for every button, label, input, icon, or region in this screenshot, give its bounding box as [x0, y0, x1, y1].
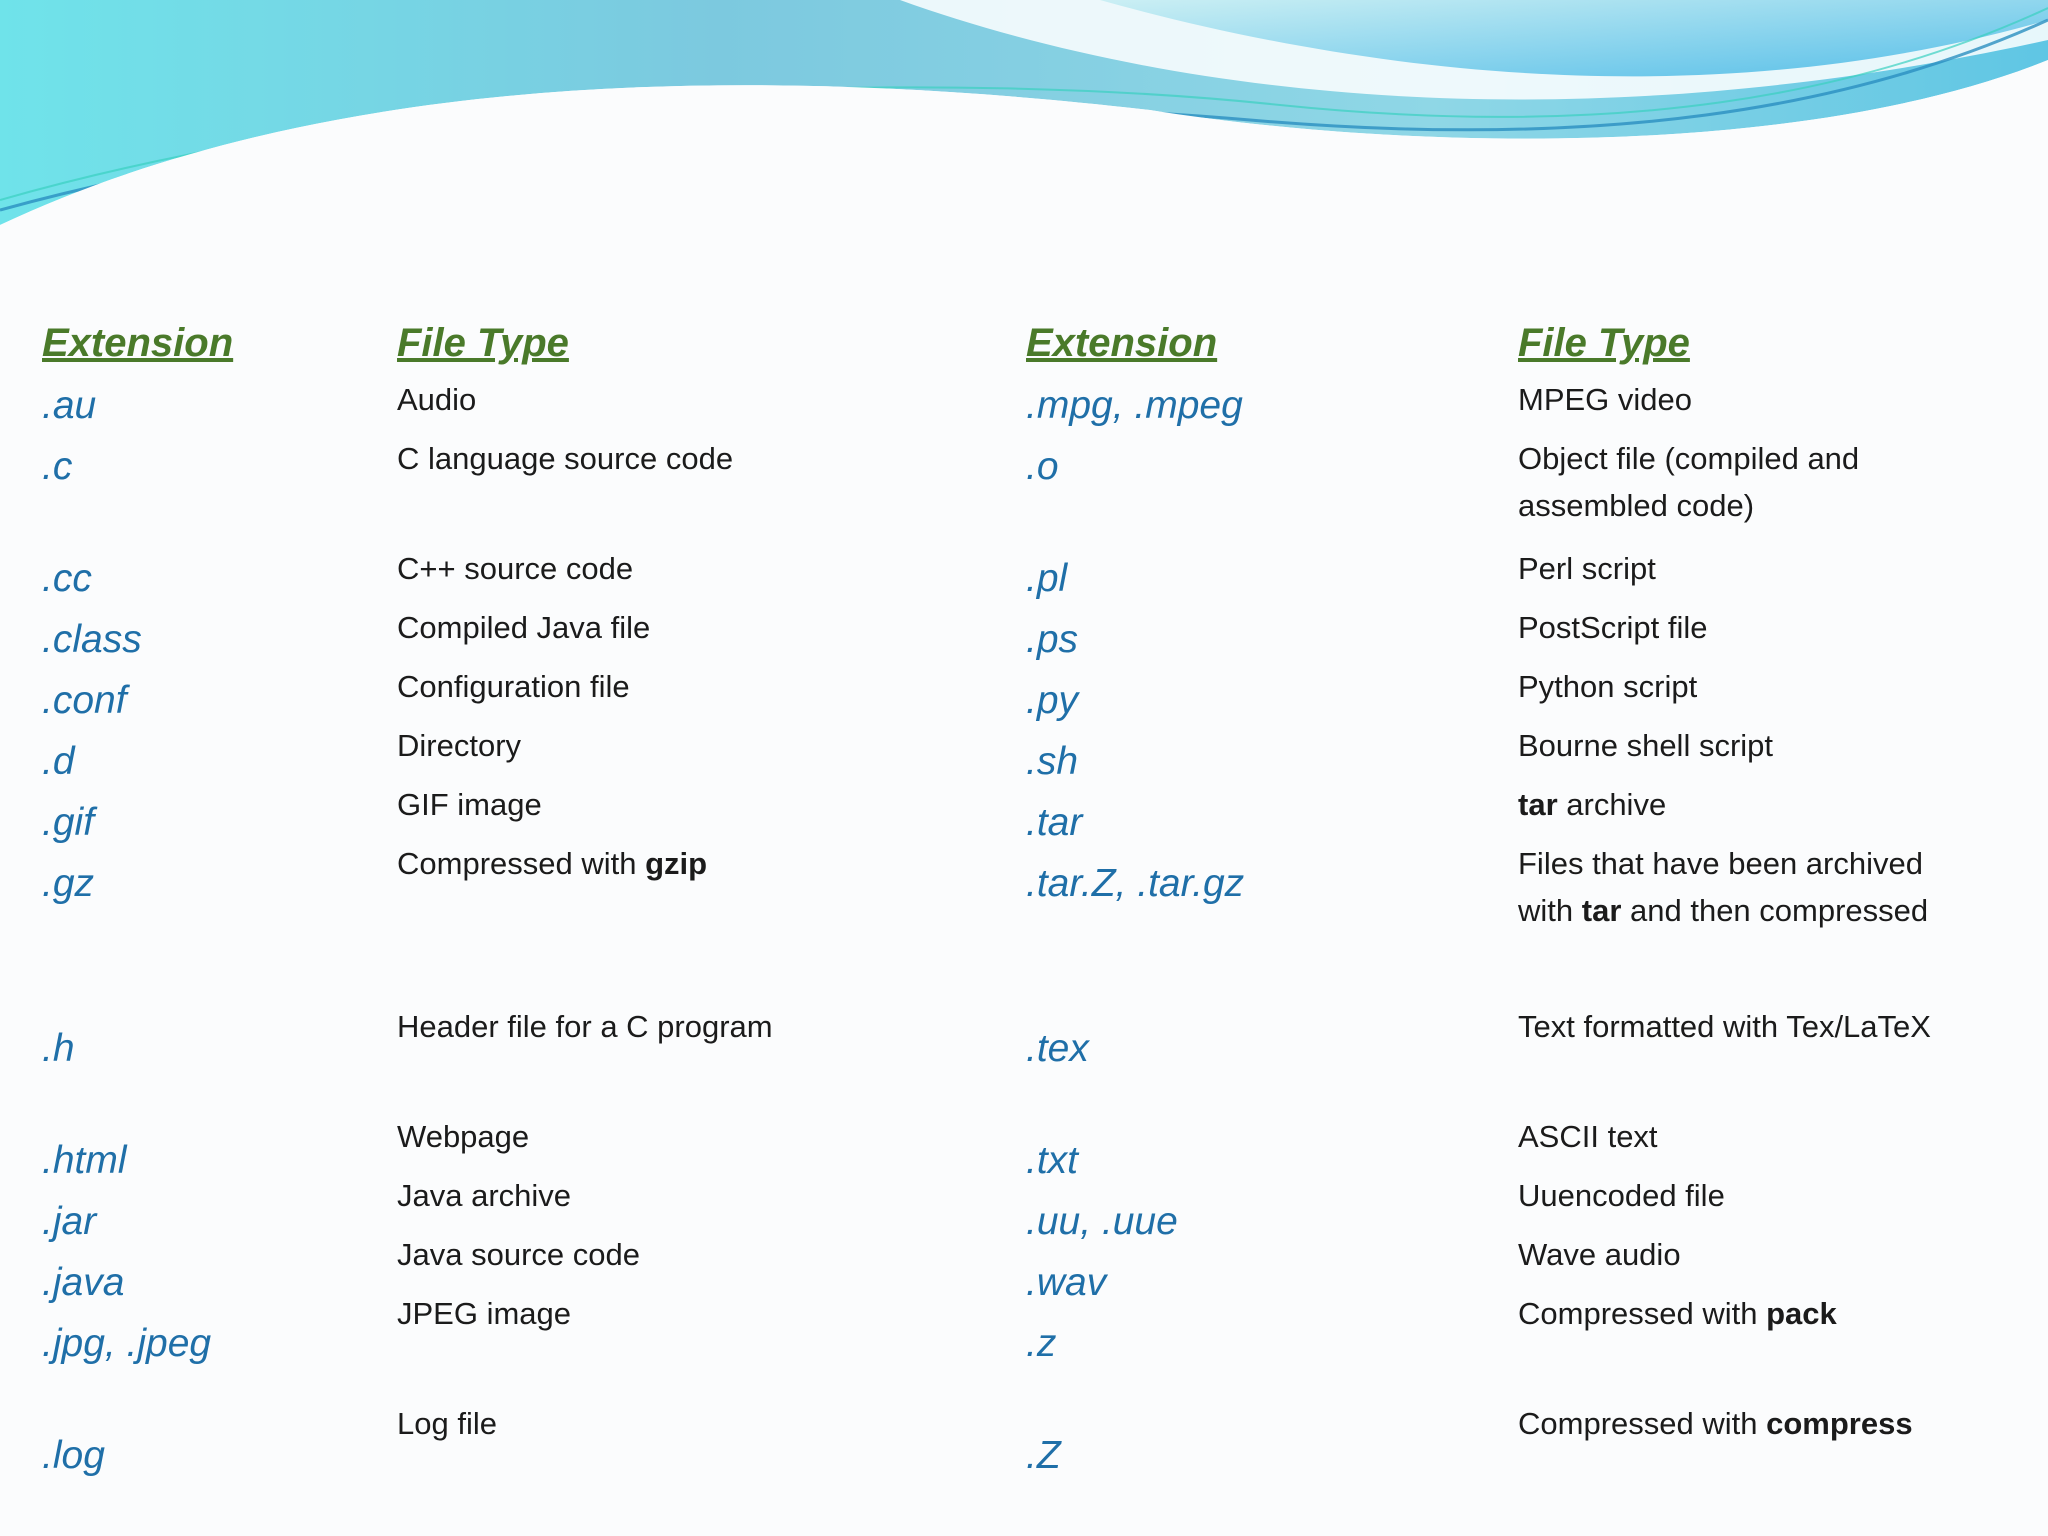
text-run: and then compressed: [1621, 893, 1929, 928]
right-file-type-header: File Type: [1518, 321, 1690, 365]
left-file-type-cell: [397, 1400, 997, 1459]
text-run: Compressed with: [1518, 1406, 1767, 1441]
text-run: with: [1518, 893, 1582, 928]
left-extension-cell: .d: [42, 740, 75, 783]
right-extension-cell: .sh: [1026, 740, 1079, 783]
bold-command-text: tar: [1581, 893, 1622, 928]
right-extension-cell: .ps: [1026, 618, 1079, 661]
left-file-type-cell: [397, 545, 997, 604]
text-run: Log file: [397, 1406, 497, 1441]
text-run: Header file for a C program: [397, 1009, 773, 1044]
text-run: Java archive: [397, 1178, 572, 1213]
left-file-type-cell: [397, 1003, 997, 1113]
text-run: MPEG video: [1518, 382, 1693, 417]
left-extension-cell: .conf: [42, 679, 127, 722]
left-file-type-column: [397, 310, 997, 1459]
right-extension-cell: .tar.Z, .tar.gz: [1026, 862, 1245, 905]
right-file-type-cell: [1518, 1113, 2038, 1172]
right-extension-cell: .mpg, .mpeg: [1026, 384, 1243, 427]
text-run: Perl script: [1518, 551, 1656, 586]
text-run: assembled code): [1518, 488, 1755, 523]
right-file-type-cell: [1518, 604, 2038, 663]
left-file-type-cell: [397, 722, 997, 781]
text-run: Compiled Java file: [397, 610, 651, 645]
left-extension-cell: .c: [42, 445, 73, 488]
right-extension-cell: .z: [1026, 1322, 1057, 1365]
left-file-type-cell: [397, 1290, 997, 1400]
left-file-type-cell: [397, 1231, 997, 1290]
text-run: Compressed with: [397, 846, 646, 881]
left-extension-cell: .java: [42, 1261, 125, 1304]
right-extension-cell: .tar: [1026, 801, 1083, 844]
right-extension-cell: .pl: [1026, 557, 1068, 600]
left-extension-cell: .log: [42, 1434, 105, 1477]
right-extension-cell: .wav: [1026, 1261, 1107, 1304]
right-extension-cell: .tex: [1026, 1027, 1089, 1070]
right-extension-header: Extension: [1026, 321, 1218, 365]
text-run: C language source code: [397, 441, 734, 476]
left-file-type-cell: [397, 1113, 997, 1172]
bold-command-text: gzip: [645, 846, 708, 881]
text-run: archive: [1557, 787, 1667, 822]
left-extension-cell: .gz: [42, 862, 95, 905]
text-run: Uuencoded file: [1518, 1178, 1725, 1213]
text-run: Bourne shell script: [1518, 728, 1774, 763]
left-extension-cell: .au: [42, 384, 97, 427]
left-file-type-cell: [397, 376, 997, 435]
text-run: Text formatted with Tex/LaTeX: [1518, 1009, 1931, 1044]
right-file-type-cell: [1518, 435, 2038, 545]
right-file-type-column: [1518, 310, 2038, 1459]
right-extension-cell: .uu, .uue: [1026, 1200, 1178, 1243]
left-file-type-cell: [397, 840, 997, 1003]
text-run: JPEG image: [397, 1296, 572, 1331]
right-extension-cell: .py: [1026, 679, 1079, 722]
bold-command-text: tar: [1518, 787, 1558, 822]
left-extension-cell: .jpg, .jpeg: [42, 1322, 212, 1365]
text-run: Compressed with: [1518, 1296, 1767, 1331]
left-extension-cell: .html: [42, 1139, 127, 1182]
text-run: Audio: [397, 382, 477, 417]
text-run: Java source code: [397, 1237, 640, 1272]
right-file-type-cell: [1518, 1003, 2038, 1113]
right-file-type-cell: [1518, 1172, 2038, 1231]
left-file-type-cell: [397, 781, 997, 840]
left-extension-cell: .gif: [42, 801, 95, 844]
left-extension-cell: .cc: [42, 557, 92, 600]
right-file-type-cell: [1518, 663, 2038, 722]
right-extension-column: [1026, 310, 1486, 1487]
right-file-type-cell: [1518, 545, 2038, 604]
text-run: Files that have been archived: [1518, 846, 1923, 881]
bold-command-text: compress: [1766, 1406, 1913, 1441]
left-extension-header: Extension: [42, 321, 234, 365]
text-run: ASCII text: [1518, 1119, 1658, 1154]
left-extension-cell: .class: [42, 618, 142, 661]
left-file-type-header: File Type: [397, 321, 569, 365]
right-extension-cell: .Z: [1026, 1434, 1061, 1477]
decorative-wave-banner: [0, 0, 2048, 240]
text-run: Object file (compiled and: [1518, 441, 1860, 476]
text-run: C++ source code: [397, 551, 634, 586]
left-extension-cell: .jar: [42, 1200, 97, 1243]
text-run: Wave audio: [1518, 1237, 1681, 1272]
bold-command-text: pack: [1766, 1296, 1837, 1331]
text-run: PostScript file: [1518, 610, 1708, 645]
right-file-type-cell: [1518, 781, 2038, 840]
right-file-type-cell: [1518, 722, 2038, 781]
text-run: Webpage: [397, 1119, 530, 1154]
left-file-type-cell: [397, 435, 997, 545]
left-file-type-cell: [397, 1172, 997, 1231]
left-file-type-cell: [397, 604, 997, 663]
text-run: Configuration file: [397, 669, 630, 704]
left-file-type-cell: [397, 663, 997, 722]
right-file-type-cell: [1518, 1231, 2038, 1290]
text-run: Python script: [1518, 669, 1698, 704]
left-extension-column: [42, 310, 372, 1487]
right-extension-cell: .txt: [1026, 1139, 1079, 1182]
text-run: GIF image: [397, 787, 542, 822]
right-extension-cell: .o: [1026, 445, 1059, 488]
right-file-type-cell: [1518, 840, 2038, 1003]
right-file-type-cell: [1518, 1290, 2038, 1400]
text-run: Directory: [397, 728, 522, 763]
right-file-type-cell: [1518, 376, 2038, 435]
left-extension-cell: .h: [42, 1027, 75, 1070]
right-file-type-cell: [1518, 1400, 2038, 1459]
